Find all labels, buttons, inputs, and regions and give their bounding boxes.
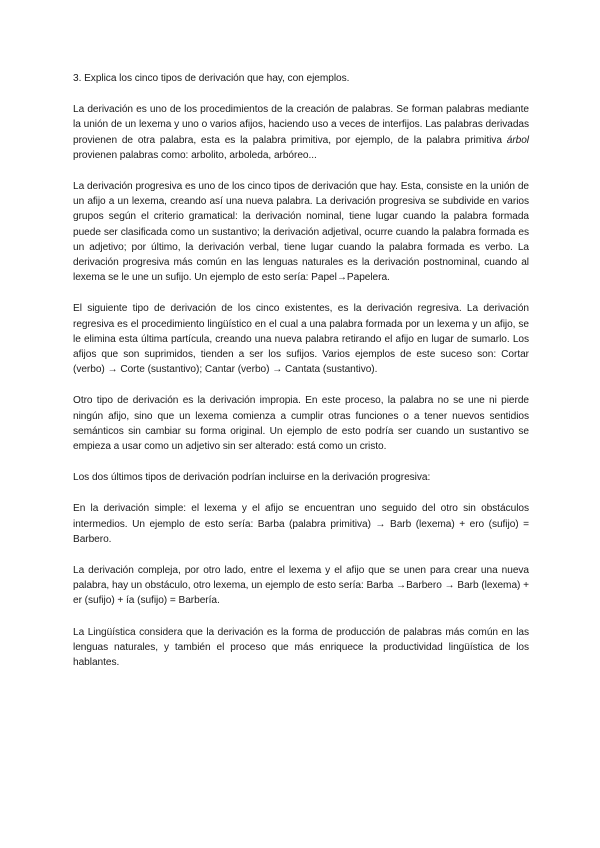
paragraph-derivacion-regresiva: El siguiente tipo de derivación de los cinco existentes, es la derivación regresiva. La derivación regresiva es el procedimiento lingüístico en el cual a una palabra formada por un lexema y un afijo, se le elimina esta última partícula, creando una nueva palabra retirando el afijo en lugar de sumarlo. Los afijos que son suprimidos, tienden a ser los sufijos. Varios ejemplos de este suceso son: Cortar (verbo) → Corte (sustantivo); Cantar (verbo) → Cantata (sustantivo). [73,303,529,376]
intro-example-word: árbol [506,134,529,146]
intro-text-before: La derivación es uno de los procedimientos de la creación de palabras. Se forman palabras mediante la unión de un lexema y uno o varios afijos, haciendo uso a veces de interfijos. Las palabras derivadas provienen de otra palabra, esta es la palabra primitiva, por ejemplo, de la palabra primitiva [73,104,529,146]
paragraph-ultimos-tipos: Los dos últimos tipos de derivación podrían incluirse en la derivación progresiva: [73,472,431,484]
paragraph-derivacion-impropia: Otro tipo de derivación es la derivación impropia. En este proceso, la palabra no se une ni pierde ningún afijo, sino que un lexema comienza a cumplir otras funciones o a tener nuevos sentidios semánticos sin cambiar su forma original. Un ejemplo de esto podría ser cuando un sustantivo se empieza a usar como un adjetivo sin ser alterado: está como un cristo. [73,395,529,453]
question-heading: 3. Explica los cinco tipos de derivación que hay, con ejemplos. [73,73,350,84]
paragraph-intro [73,102,529,163]
paragraph-conclusion: La Lingüística considera que la derivación es la forma de producción de palabras más común en las lenguas naturales, y también el proceso que más enriquece la productividad lingüística de los hablantes. [73,626,529,669]
intro-text-after: provienen palabras como: arbolito, arboleda, arbóreo... [73,149,317,161]
document-body [73,71,529,670]
paragraph-derivacion-compleja: La derivación compleja, por otro lado, entre el lexema y el afijo que se unen para crear una nueva palabra, hay un obstáculo, otro lexema, un ejemplo de esto sería: Barba →Barbero → Barb (lexema) + er (sufijo) + ía (sufijo) = Barbería. [73,565,529,607]
paragraph-derivacion-progresiva: La derivación progresiva es uno de los cinco tipos de derivación que hay. Esta, consiste en la unión de un afijo a un lexema, creando así una nueva palabra. La derivación progresiva se subdivide en varios grupos según el criterio gramatical: la derivación nominal, tiene lugar cuando la palabra formada puede ser clasificada como un sustantivo; la derivación adjetival, ocurre cuando la palabra formada es un adjetivo; por último, la derivación verbal, tiene lugar cuando la palabra formada es verbo. La derivación progresiva más común en las lenguas naturales es la derivación postnominal, cuando al lexema se le une un sufijo. Un ejemplo de esto sería: Papel→Papelera. [73,181,529,284]
paragraph-derivacion-simple: En la derivación simple: el lexema y el afijo se encuentran uno seguido del otro sin obstáculos intermedios. Un ejemplo de esto sería: Barba (palabra primitiva) → Barb (lexema) + ero (sufijo) = Barbero. [73,503,529,545]
